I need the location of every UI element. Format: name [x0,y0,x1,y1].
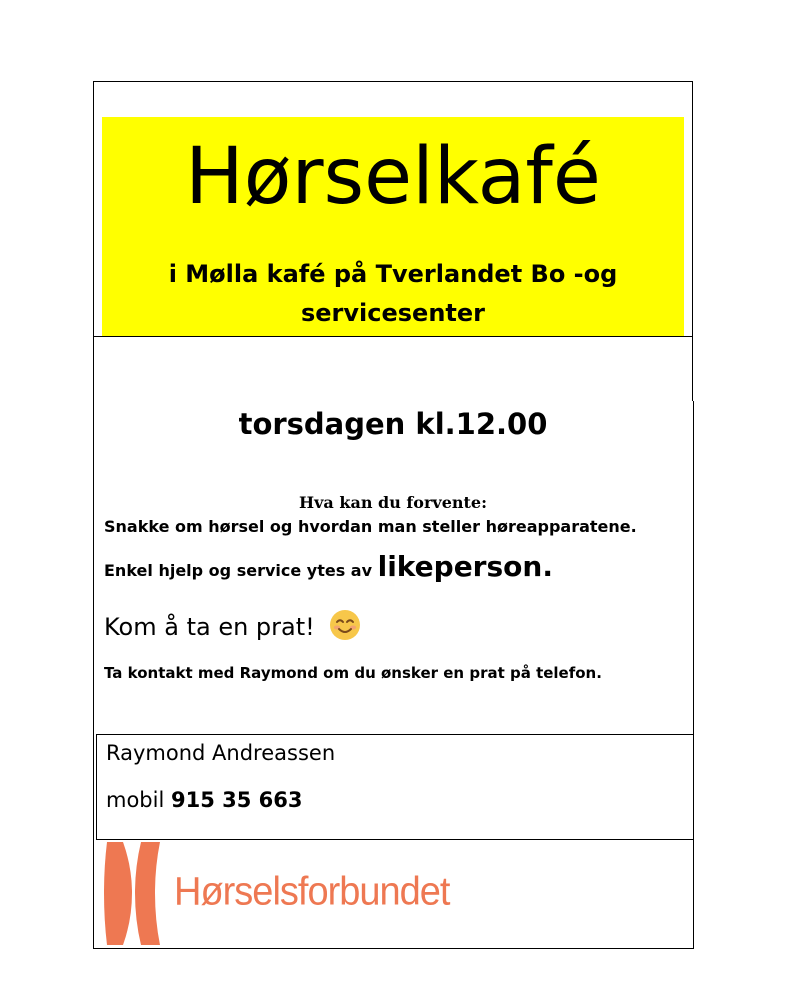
page-title: Hørselkafé [185,132,601,222]
subtitle-line-2: servicesenter [300,299,485,327]
contact-box-top [96,734,694,735]
info-line-invite [104,611,361,643]
contact-name: Raymond Andreassen [106,741,336,765]
help-suffix: . [542,550,553,583]
contact-box-left [96,734,97,840]
smiley-emoji-icon [329,609,361,641]
expect-heading: Hva kan du forvente: [299,493,487,512]
mobile-label: mobil [106,788,171,812]
mobile-number[interactable]: 915 35 663 [170,788,303,812]
frame-bottom-border [93,948,694,949]
contact-box-bottom [96,839,694,840]
frame-left-border [93,81,94,949]
logo-text: Hørselsforbundet [174,870,450,915]
help-prefix: Enkel hjelp og service ytes av [104,561,378,580]
info-line-hearing: Snakke om hørsel og hvordan man steller høreapparatene. [104,517,637,536]
frame-top-border [93,81,693,82]
schedule-day-time: torsdagen kl.12.00 [238,407,548,441]
horselsforbundet-logo-icon [104,842,164,945]
subtitle-line-1: i Mølla kafé på Tverlandet Bo -og [168,260,618,288]
info-line-help [104,550,553,583]
likeperson-emphasis: likeperson [377,550,543,583]
frame-right-border-upper [692,81,693,401]
contact-mobile [106,788,303,812]
location-subtitle [102,255,684,333]
section-divider-1 [93,336,693,337]
frame-right-border-lower [693,401,694,949]
invite-text: Kom å ta en prat! [104,613,315,641]
info-line-contact: Ta kontakt med Raymond om du ønsker en prat på telefon. [104,664,602,682]
